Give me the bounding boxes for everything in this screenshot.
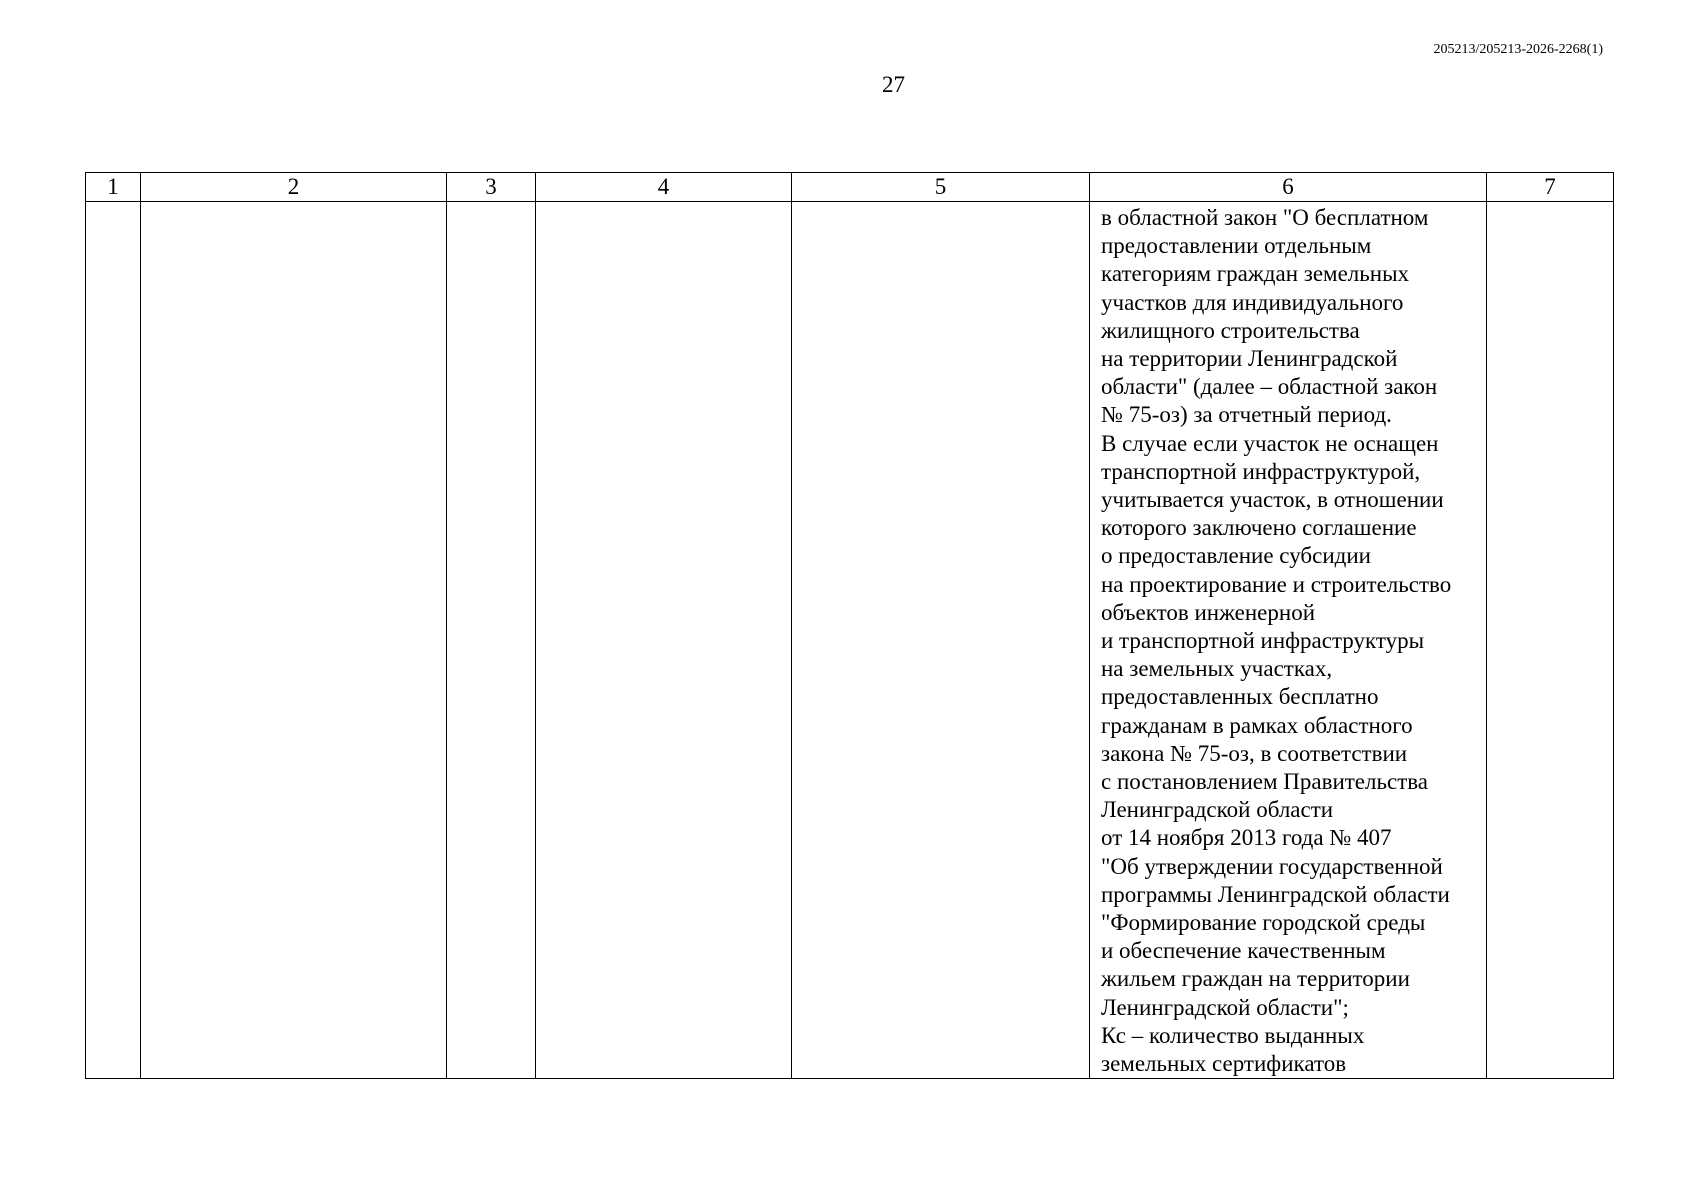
cell-col-2 [141,202,447,1079]
text-line: с постановлением Правительства [1101,769,1429,795]
cell-col-4 [536,202,792,1079]
page-number: 27 [882,72,905,97]
text-line: участков для индивидуального [1101,289,1404,315]
cell-col-6 [1090,202,1487,1079]
column-header-6: 6 [1090,173,1487,202]
text-line: о предоставление субсидии [1101,543,1371,569]
text-line: Ленинградской области [1101,797,1334,823]
text-line: и транспортной инфраструктуры [1101,628,1425,654]
text-line: Кс – количество выданных [1101,1022,1365,1048]
text-line: категориям граждан земельных [1101,261,1410,287]
column-header-4: 4 [536,173,792,202]
cell-col-7 [1487,202,1614,1079]
text-line: на проектирование и строительство [1101,571,1452,597]
document-id: 205213/205213-2026-2268(1) [1433,42,1603,57]
text-line: области" (далее – областной закон [1101,374,1438,400]
column-header-3: 3 [447,173,536,202]
text-line: закона № 75-оз, в соответствии [1101,740,1408,766]
text-line: в областной закон "О бесплатном [1101,205,1429,230]
text-line: учитывается участок, в отношении [1101,487,1444,513]
text-line: № 75-оз) за отчетный период. [1101,402,1392,428]
text-line: которого заключено соглашение [1101,515,1417,541]
text-line: предоставлении отдельным [1101,233,1372,259]
column-header-2: 2 [141,173,447,202]
text-line: земельных сертификатов [1101,1051,1347,1077]
text-line: жилищного строительства [1101,317,1360,343]
text-line: гражданам в рамках областного [1101,712,1413,738]
text-line: от 14 ноября 2013 года № 407 [1101,825,1392,851]
cell-col-3 [447,202,536,1079]
column-header-7: 7 [1487,173,1614,202]
data-table [85,172,1614,1079]
table-row [86,202,1614,1079]
text-line: на территории Ленинградской [1101,346,1398,372]
text-line: Ленинградской области"; [1101,994,1349,1020]
cell-col-1 [86,202,141,1079]
header-row [86,173,1614,202]
text-line: на земельных участках, [1101,656,1333,682]
column-header-5: 5 [792,173,1090,202]
text-line: предоставленных бесплатно [1101,684,1379,710]
cell-col-6-text [1090,202,1486,1078]
text-line: "Формирование городской среды [1101,910,1426,936]
text-line: программы Ленинградской области [1101,881,1450,907]
text-line: жильем граждан на территории [1101,966,1410,992]
cell-col-5 [792,202,1090,1079]
text-line: и обеспечение качественным [1101,938,1386,964]
text-line: В случае если участок не оснащен [1101,430,1439,456]
text-line: "Об утверждении государственной [1101,853,1443,879]
text-line: транспортной инфраструктурой, [1101,458,1421,484]
column-header-1: 1 [86,173,141,202]
text-line: объектов инженерной [1101,599,1316,625]
